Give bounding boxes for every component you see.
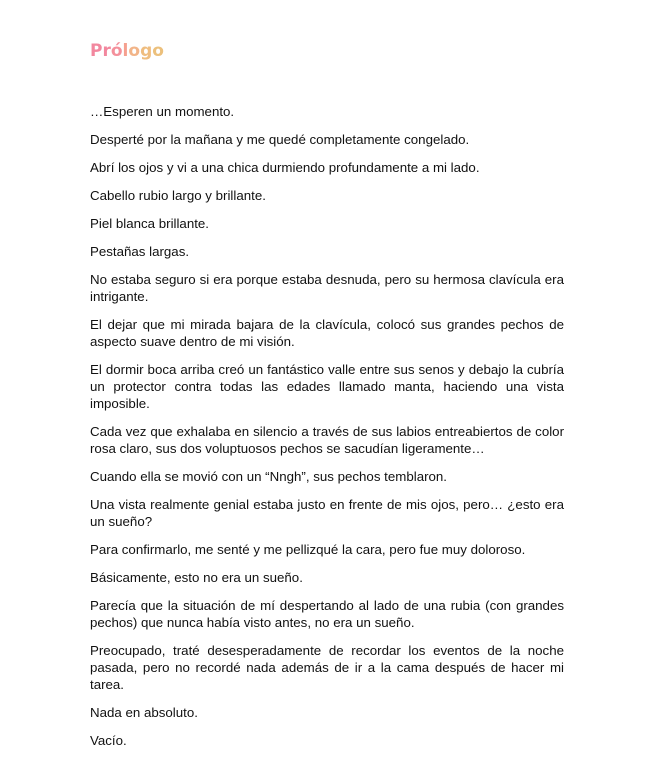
paragraph: Abrí los ojos y vi a una chica durmiendo profundamente a mi lado. bbox=[90, 160, 480, 175]
paragraph: Nada en absoluto. bbox=[90, 705, 198, 720]
paragraph: …Esperen un momento. bbox=[90, 104, 235, 119]
document-body bbox=[90, 103, 564, 760]
paragraph: Para confirmarlo, me senté y me pellizqué la cara, pero fue muy doloroso. bbox=[90, 542, 526, 557]
paragraph: Básicamente, esto no era un sueño. bbox=[90, 570, 303, 585]
paragraph: No estaba seguro si era porque estaba desnuda, pero su hermosa clavícula era intrigante. bbox=[90, 272, 564, 304]
chapter-title bbox=[90, 40, 164, 62]
paragraph: Cada vez que exhalaba en silencio a través de sus labios entreabiertos de color rosa claro, sus dos voluptuosos pechos se sacudían ligeramente… bbox=[90, 424, 564, 456]
chapter-title-text: Prólogo bbox=[90, 41, 164, 61]
paragraph: Cabello rubio largo y brillante. bbox=[90, 188, 266, 203]
paragraph: Una vista realmente genial estaba justo en frente de mis ojos, pero… ¿esto era un sueño? bbox=[90, 497, 564, 529]
paragraph: Preocupado, traté desesperadamente de recordar los eventos de la noche pasada, pero no recordé nada además de ir a la cama después de hacer mi tarea. bbox=[90, 643, 564, 692]
paragraph: Pestañas largas. bbox=[90, 244, 190, 259]
paragraph: Vacío. bbox=[90, 733, 127, 748]
paragraph: Parecía que la situación de mí despertando al lado de una rubia (con grandes pechos) que nunca había visto antes, no era un sueño. bbox=[90, 598, 564, 630]
paragraph: Desperté por la mañana y me quedé completamente congelado. bbox=[90, 132, 470, 147]
paragraph: Piel blanca brillante. bbox=[90, 216, 210, 231]
paragraph: Cuando ella se movió con un “Nngh”, sus pechos temblaron. bbox=[90, 469, 447, 484]
paragraph: El dormir boca arriba creó un fantástico valle entre sus senos y debajo la cubría un protector contra todas las edades llamado manta, haciendo una vista imposible. bbox=[90, 362, 564, 411]
paragraph: El dejar que mi mirada bajara de la clavícula, colocó sus grandes pechos de aspecto suave dentro de mi visión. bbox=[90, 317, 564, 349]
